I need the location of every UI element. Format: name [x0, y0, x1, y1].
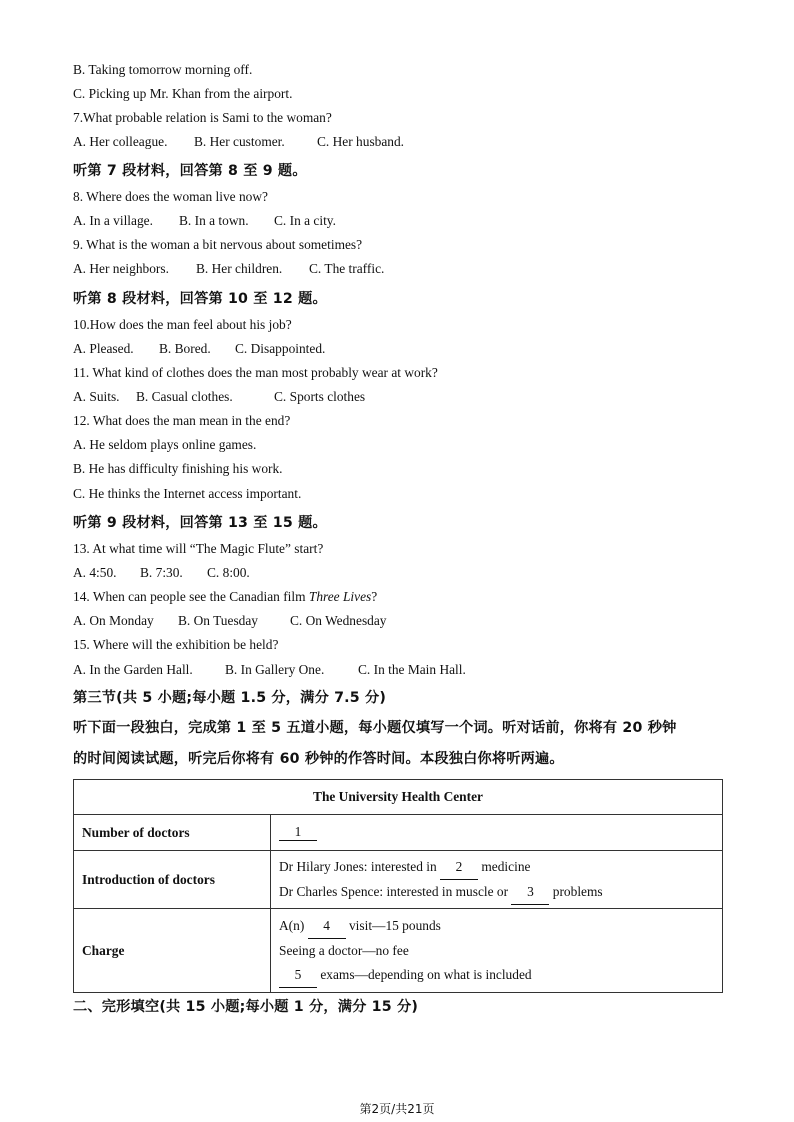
option-c: C. Sports clothes: [274, 389, 366, 404]
option-c: C. In the Main Hall.: [358, 662, 466, 677]
instructions-line-1: 听下面一段独白，完成第 1 至 5 五道小题，每小题仅填写一个词。听对话前，你将有 20 秒钟: [73, 720, 677, 736]
option-a: A. Her colleague.: [73, 134, 168, 149]
question-10: 10.How does the man feel about his job?: [73, 317, 292, 332]
option-line: C. Picking up Mr. Khan from the airport.: [73, 86, 293, 101]
question-7: 7.What probable relation is Sami to the woman?: [73, 110, 332, 125]
row-value-doctors: [271, 815, 723, 851]
text: visit—15 pounds: [345, 917, 441, 933]
question-13: 13. At what time will “The Magic Flute” start?: [73, 541, 324, 556]
option-b: B. 7:30.: [140, 565, 183, 580]
option-b: B. In Gallery One.: [225, 662, 325, 677]
question-10-options: [73, 341, 325, 357]
health-center-table: [73, 779, 723, 993]
question-14-options: [73, 613, 387, 629]
section-heading: 听第 9 段材料，回答第 13 至 15 题。: [73, 515, 327, 531]
option-c: C. Her husband.: [317, 134, 405, 149]
charge-line-1: [279, 914, 714, 939]
answer-blank-3[interactable]: 3: [511, 880, 549, 905]
question-15: 15. Where will the exhibition be held?: [73, 637, 279, 652]
question-mark: ?: [371, 589, 378, 604]
row-value-charge: [271, 909, 723, 993]
question-11: 11. What kind of clothes does the man most probably wear at work?: [73, 365, 438, 380]
doctor-2-line: [279, 880, 714, 905]
option-b: B. Her children.: [196, 261, 283, 276]
answer-blank-1[interactable]: 1: [279, 824, 317, 841]
question-8: 8. Where does the woman live now?: [73, 189, 268, 204]
option-c: C. 8:00.: [207, 565, 250, 580]
section-heading: 听第 8 段材料，回答第 10 至 12 题。: [73, 291, 327, 307]
row-label-introduction: Introduction of doctors: [74, 851, 271, 909]
option-a: A. Suits.: [73, 389, 120, 404]
section-2-heading: 二、完形填空(共 15 小题;每小题 1 分，满分 15 分): [73, 999, 419, 1015]
text: Dr Charles Spence: interested in muscle or: [279, 883, 512, 899]
doctor-1-line: [279, 855, 714, 880]
question-14-text: 14. When can people see the Canadian film: [73, 589, 309, 604]
option-a: A. Her neighbors.: [73, 261, 169, 276]
option-c: C. The traffic.: [309, 261, 385, 276]
option-c: C. In a city.: [274, 213, 336, 228]
table-title: The University Health Center: [74, 780, 723, 815]
question-12: 12. What does the man mean in the end?: [73, 413, 291, 428]
row-label-doctors: Number of doctors: [74, 815, 271, 851]
option-a: A. In a village.: [73, 213, 153, 228]
question-9-options: [73, 261, 384, 277]
option-line: B. He has difficulty finishing his work.: [73, 461, 283, 476]
option-b: B. Her customer.: [194, 134, 285, 149]
section-heading: 听第 7 段材料，回答第 8 至 9 题。: [73, 163, 307, 179]
option-a: A. On Monday: [73, 613, 154, 628]
question-13-options: [73, 565, 250, 581]
question-8-options: [73, 213, 336, 229]
answer-blank-5[interactable]: 5: [279, 963, 317, 988]
text: exams—depending on what is included: [317, 966, 532, 982]
option-c: C. Disappointed.: [235, 341, 326, 356]
charge-line-2: Seeing a doctor—no fee: [279, 942, 409, 958]
film-title: Three Lives: [308, 589, 372, 604]
charge-line-3: [279, 963, 714, 988]
text: A(n): [279, 917, 308, 933]
question-7-options: [73, 134, 404, 150]
question-14: [73, 589, 377, 605]
option-b: B. Bored.: [159, 341, 211, 356]
row-label-charge: Charge: [74, 909, 271, 993]
instructions-line-2: 的时间阅读试题，听完后你将有 60 秒钟的作答时间。本段独白你将听两遍。: [73, 751, 564, 767]
option-c: C. On Wednesday: [290, 613, 387, 628]
option-b: B. In a town.: [179, 213, 249, 228]
section-3-heading: 第三节(共 5 小题;每小题 1.5 分，满分 7.5 分): [73, 690, 387, 706]
text: problems: [549, 883, 603, 899]
option-a: A. Pleased.: [73, 341, 134, 356]
text: Dr Hilary Jones: interested in: [279, 858, 441, 874]
option-line: A. He seldom plays online games.: [73, 437, 257, 452]
question-9: 9. What is the woman a bit nervous about sometimes?: [73, 237, 363, 252]
option-b: B. On Tuesday: [178, 613, 258, 628]
question-15-options: [73, 662, 466, 678]
option-a: A. 4:50.: [73, 565, 117, 580]
row-value-introduction: [271, 851, 723, 909]
option-line: C. He thinks the Internet access important.: [73, 486, 302, 501]
option-line: B. Taking tomorrow morning off.: [73, 62, 253, 77]
answer-blank-4[interactable]: 4: [308, 914, 346, 939]
option-b: B. Casual clothes.: [136, 389, 233, 404]
answer-blank-2[interactable]: 2: [440, 855, 478, 880]
text: medicine: [478, 858, 531, 874]
question-11-options: [73, 389, 365, 405]
option-a: A. In the Garden Hall.: [73, 662, 193, 677]
page-footer: 第2页/共21页: [359, 1102, 435, 1116]
